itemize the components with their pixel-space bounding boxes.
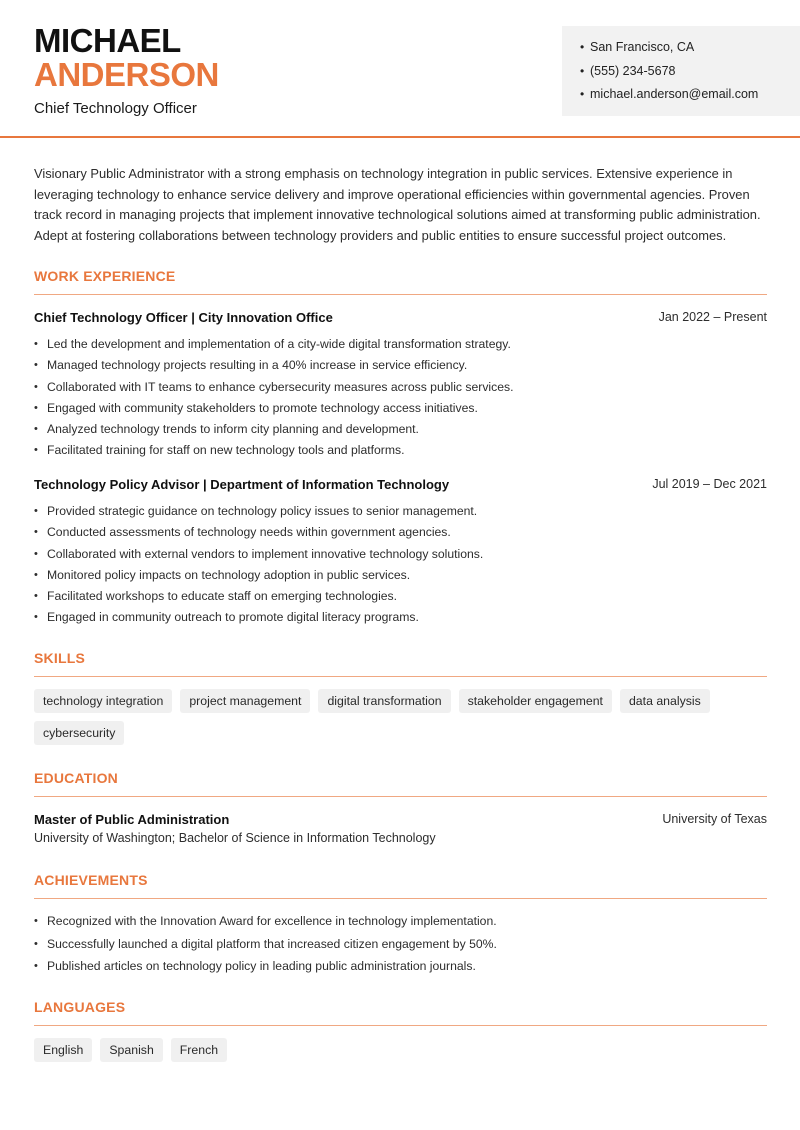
language-tag: English: [34, 1038, 92, 1062]
section-divider: [34, 294, 767, 295]
job-bullets: [34, 336, 767, 464]
list-item: • Managed technology projects resulting in a 40% increase in service efficiency.: [34, 358, 468, 373]
last-name: ANDERSON: [34, 56, 219, 93]
professional-summary: Visionary Public Administrator with a strong emphasis on technology integration in public services. Extensive experience in leveraging technology to enhance service delivery and improve operational efficiencies within governmental agencies. Proven track record in managing projects that implement innovative technological solutions aimed at transforming public administration. Adept at fostering collaborations between technology providers and public entities to ensure successful project outcomes.: [34, 166, 761, 244]
list-item: • Provided strategic guidance on technology policy issues to senior management.: [34, 504, 478, 518]
list-item: • Monitored policy impacts on technology adoption in public services.: [34, 567, 411, 582]
contact-location: [580, 39, 800, 63]
bullet-icon: •: [580, 87, 585, 101]
list-item: • Analyzed technology trends to inform city planning and development.: [34, 422, 419, 437]
skill-tag: technology integration: [34, 689, 172, 713]
education-header: [34, 812, 767, 827]
language-tag: Spanish: [100, 1038, 162, 1062]
list-item: • Engaged with community stakeholders to promote technology access initiatives.: [34, 400, 478, 415]
section-title-languages: LANGUAGES: [34, 999, 126, 1015]
list-item: • Engaged in community outreach to promote digital literacy programs.: [34, 610, 419, 625]
languages-list: [34, 1038, 767, 1062]
section-divider: [34, 796, 767, 797]
contact-email-text[interactable]: michael.anderson@email.com: [590, 87, 759, 101]
job-role: Chief Technology Officer | City Innovation Office: [34, 310, 333, 325]
language-tag: French: [171, 1038, 227, 1062]
list-item: • Successfully launched a digital platform that increased citizen engagement by 50%.: [34, 936, 497, 951]
contact-phone-text: (555) 234-5678: [590, 63, 676, 78]
contact-phone: [580, 63, 800, 87]
school-name: University of Texas: [662, 812, 767, 826]
skill-tag: project management: [180, 689, 310, 713]
skill-tag: stakeholder engagement: [459, 689, 612, 713]
section-title-skills: SKILLS: [34, 650, 85, 666]
section-divider: [34, 1025, 767, 1026]
contact-location-text: San Francisco, CA: [590, 40, 695, 54]
list-item: • Led the development and implementation of a city-wide digital transformation strategy.: [34, 337, 511, 351]
list-item: • Published articles on technology policy in leading public administration journals.: [34, 959, 476, 973]
list-item: • Collaborated with external vendors to implement innovative technology solutions.: [34, 546, 484, 561]
section-title-work: WORK EXPERIENCE: [34, 268, 176, 284]
job-role: Technology Policy Advisor | Department of Information Technology: [34, 477, 450, 492]
job-header: [34, 310, 767, 325]
first-name: MICHAEL: [34, 22, 181, 59]
skill-tag: digital transformation: [318, 689, 450, 713]
section-title-education: EDUCATION: [34, 770, 118, 786]
bullet-icon: •: [580, 63, 585, 78]
resume-header: [0, 0, 800, 138]
job-dates: Jul 2019 – Dec 2021: [652, 477, 767, 491]
education-detail: University of Washington; Bachelor of Science in Information Technology: [34, 831, 436, 845]
job-bullets: [34, 503, 767, 631]
achievements-list: [34, 913, 767, 981]
skill-tag: data analysis: [620, 689, 710, 713]
skill-tag: cybersecurity: [34, 721, 124, 745]
list-item: • Recognized with the Innovation Award for excellence in technology implementation.: [34, 914, 497, 928]
list-item: • Facilitated training for staff on new technology tools and platforms.: [34, 443, 405, 458]
section-title-achievements: ACHIEVEMENTS: [34, 872, 148, 888]
section-divider: [34, 676, 767, 677]
bullet-icon: •: [580, 40, 585, 54]
list-item: • Collaborated with IT teams to enhance cybersecurity measures across public services.: [34, 379, 514, 394]
section-divider: [34, 898, 767, 899]
contact-email[interactable]: [580, 86, 800, 110]
job-title: Chief Technology Officer: [34, 100, 197, 117]
skills-list: [34, 689, 714, 745]
degree-name: Master of Public Administration: [34, 812, 230, 827]
contact-box: [562, 26, 800, 116]
list-item: • Facilitated workshops to educate staff on emerging technologies.: [34, 589, 398, 604]
job-dates: Jan 2022 – Present: [658, 310, 767, 324]
job-header: [34, 477, 767, 492]
list-item: • Conducted assessments of technology needs within government agencies.: [34, 525, 451, 540]
